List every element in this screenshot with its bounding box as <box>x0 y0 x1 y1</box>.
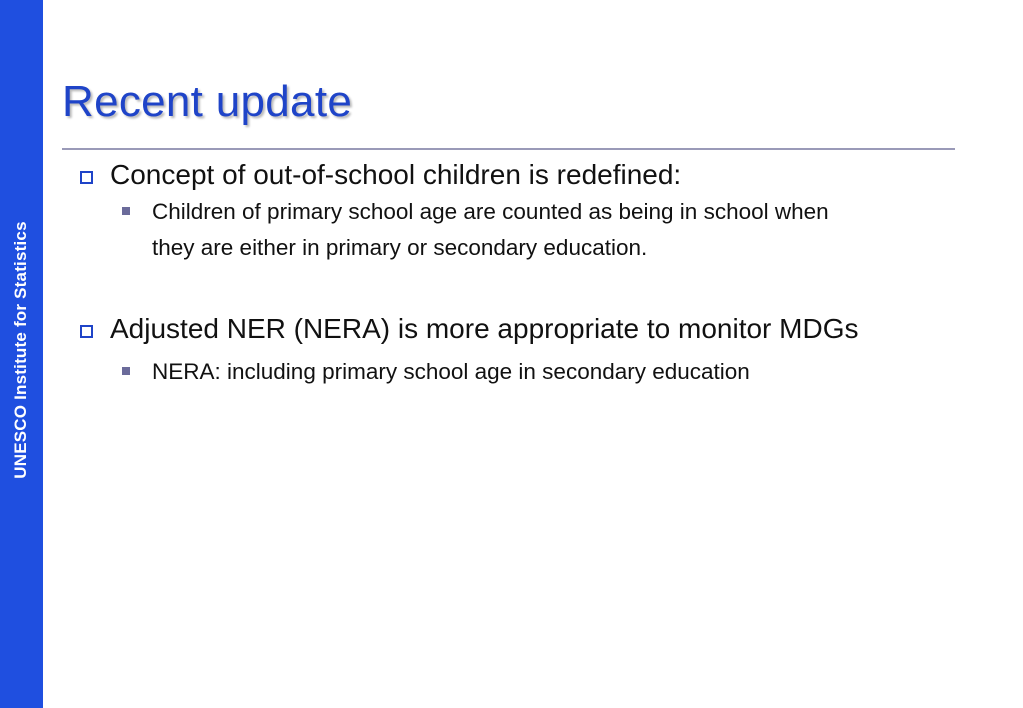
sub-bullet-item <box>122 354 940 390</box>
sub-bullet-text: NERA: including primary school age in secondary education <box>152 359 750 385</box>
slide-content <box>80 150 940 390</box>
sidebar-band <box>0 0 43 708</box>
bullet-text: Concept of out-of-school children is redefined: <box>110 159 682 190</box>
filled-square-bullet-icon <box>122 367 130 375</box>
sidebar-org-label: UNESCO Institute for Statistics <box>11 221 30 479</box>
filled-square-bullet-icon <box>122 207 130 215</box>
bullet-item <box>80 310 940 348</box>
hollow-square-bullet-icon <box>80 325 93 338</box>
bullet-item <box>80 156 940 194</box>
hollow-square-bullet-icon <box>80 171 93 184</box>
bullet-text: Adjusted NER (NERA) is more appropriate to monitor MDGs <box>110 313 859 345</box>
sub-bullet-text: Children of primary school age are counted as being in school when they are either in primary or secondary education. <box>152 199 829 261</box>
slide-title: Recent update <box>62 77 353 126</box>
sub-bullet-item <box>122 194 872 266</box>
